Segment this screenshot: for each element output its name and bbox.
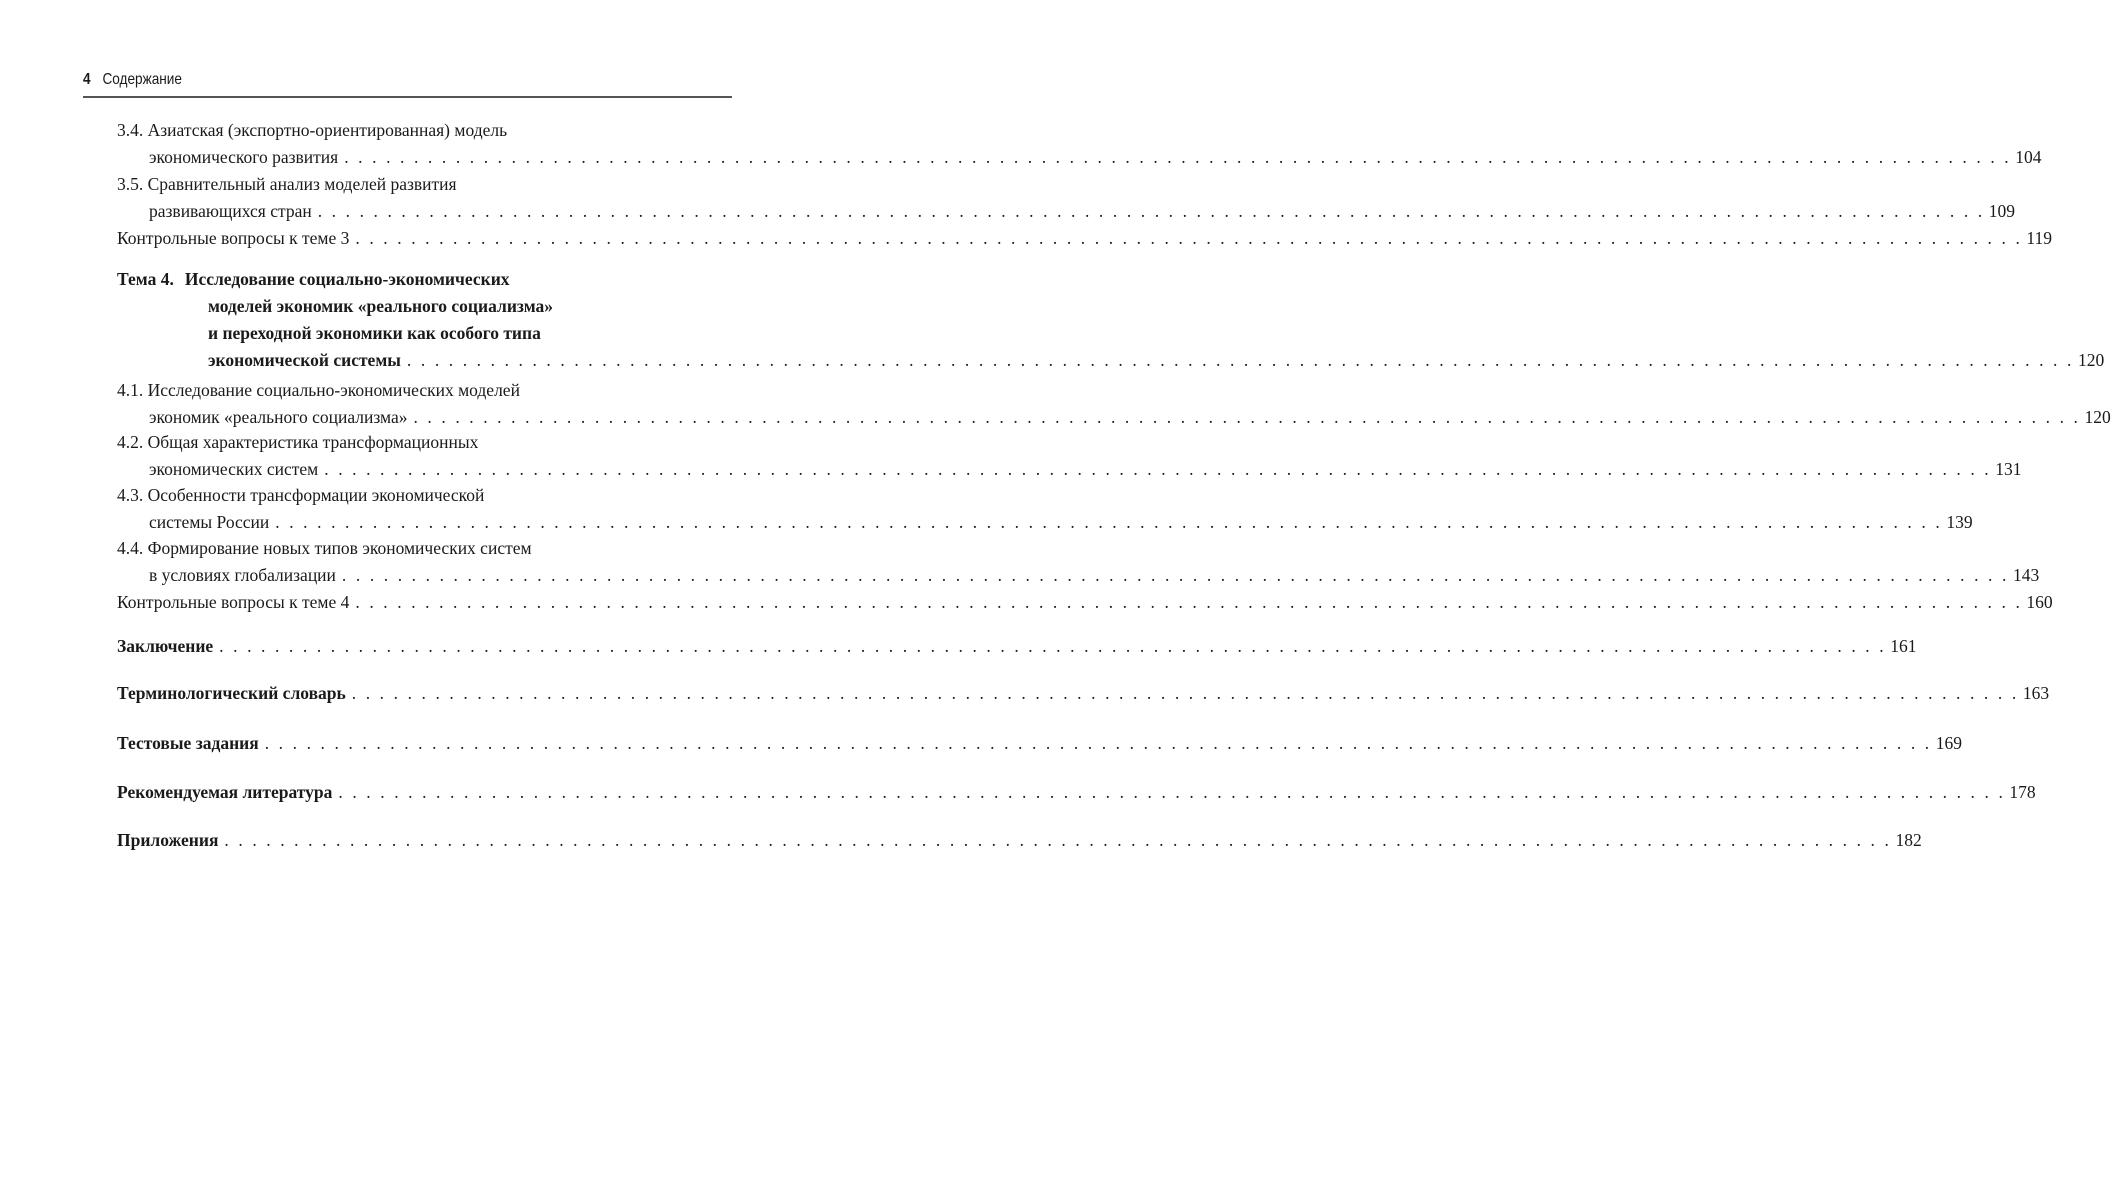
dot-leader: . . . . . . . . . . . . . . . . . . . . . . . . . . . . . . . . . . . . . . . . . . . . . . . . . . . . . . . . . . . . . . . . . . . . . . . . . . . . . . . . . . . . . . . . . . . . . . . . . . . . . . . . . . . . . . . . . . . . . . . . — [224, 830, 1892, 850]
toc-entry-line — [117, 509, 1973, 536]
toc-entry[interactable] — [117, 589, 2053, 616]
toc-page-number: 131 — [1995, 459, 2022, 479]
toc-entry-text: 3.4. Азиатская (экспортно-ориентированная) модель — [117, 120, 508, 140]
toc-page-number: 161 — [1890, 636, 1917, 656]
toc-entry-text: экономик «реального социализма» — [149, 407, 408, 427]
toc-entry-text: Приложения — [117, 830, 219, 850]
toc-entry-text: 4.3. Особенности трансформации экономической — [117, 485, 485, 505]
toc-entry-text: системы России — [149, 512, 270, 532]
header-title: Содержание — [102, 71, 182, 88]
toc-entry-text: Терминологический словарь — [117, 683, 346, 703]
toc-page-number: 120 — [2084, 407, 2111, 427]
toc-page-number: 104 — [2015, 147, 2042, 167]
toc-entry-line — [117, 589, 2053, 616]
toc-entry[interactable] — [117, 680, 2050, 707]
toc-entry-line — [117, 171, 732, 198]
toc-entry[interactable] — [117, 377, 2111, 431]
toc-page-number: 143 — [2012, 565, 2040, 585]
toc-entry-text: в условиях глобализации — [149, 565, 336, 585]
toc-page-number: 169 — [1935, 733, 1962, 753]
toc-entry-line — [117, 293, 732, 320]
toc-entry-line — [117, 535, 732, 562]
toc-entry-text: 4.4. Формирование новых типов экономических систем — [117, 538, 532, 558]
toc-page-number: 163 — [2022, 683, 2050, 703]
toc-page-number: 178 — [2009, 782, 2036, 802]
toc-entry-line — [117, 779, 2036, 806]
toc-entry-line — [117, 730, 1962, 757]
toc-entry-text: 4.2. Общая характеристика трансформационных — [117, 432, 479, 452]
toc-entry-line — [117, 680, 2050, 707]
toc-entry-line — [117, 429, 732, 456]
toc-entry-line — [117, 456, 2022, 483]
toc-entry[interactable] — [117, 117, 2042, 171]
toc-page-number: 139 — [1946, 512, 1973, 532]
toc-page-number: 120 — [2077, 350, 2105, 370]
toc-entry[interactable] — [117, 266, 2105, 374]
toc-entry-line — [117, 827, 1922, 854]
dot-leader: . . . . . . . . . . . . . . . . . . . . . . . . . . . . . . . . . . . . . . . . . . . . . . . . . . . . . . . . . . . . . . . . . . . . . . . . . . . . . . . . . . . . . . . . . . . . . . . . . . . . . . . . . . . . . . . . . . . . . . . . — [317, 201, 1985, 221]
dot-leader: . . . . . . . . . . . . . . . . . . . . . . . . . . . . . . . . . . . . . . . . . . . . . . . . . . . . . . . . . . . . . . . . . . . . . . . . . . . . . . . . . . . . . . . . . . . . . . . . . . . . . . . . . . . . . . . . . . . . . . . . — [324, 459, 1992, 479]
header-rule — [83, 96, 732, 98]
toc-entry-text: и переходной экономики как особого типа — [208, 323, 541, 343]
running-header — [83, 71, 182, 89]
toc-entry-text: Исследование социально-экономических — [184, 269, 510, 289]
dot-leader: . . . . . . . . . . . . . . . . . . . . . . . . . . . . . . . . . . . . . . . . . . . . . . . . . . . . . . . . . . . . . . . . . . . . . . . . . . . . . . . . . . . . . . . . . . . . . . . . . . . . . . . . . . . . . . . . . . . . . . . . — [344, 147, 2012, 167]
dot-leader: . . . . . . . . . . . . . . . . . . . . . . . . . . . . . . . . . . . . . . . . . . . . . . . . . . . . . . . . . . . . . . . . . . . . . . . . . . . . . . . . . . . . . . . . . . . . . . . . . . . . . . . . . . . . . . . . . . . . . . . . — [338, 782, 2006, 802]
toc-entry-text: развивающихся стран — [149, 201, 312, 221]
toc-entry-label: Тема 4. — [117, 269, 174, 289]
toc-page-number: 182 — [1895, 830, 1922, 850]
toc-page-number: 160 — [2026, 592, 2053, 612]
dot-leader: . . . . . . . . . . . . . . . . . . . . . . . . . . . . . . . . . . . . . . . . . . . . . . . . . . . . . . . . . . . . . . . . . . . . . . . . . . . . . . . . . . . . . . . . . . . . . . . . . . . . . . . . . . . . . . . . . . . . . . . . — [355, 228, 2023, 248]
toc-entry[interactable] — [117, 535, 2040, 589]
toc-entry-line — [117, 404, 2111, 431]
toc-entry[interactable] — [117, 429, 2022, 483]
toc-entry-line — [117, 320, 732, 347]
toc-entry-text: 4.1. Исследование социально-экономических моделей — [117, 380, 520, 400]
toc-page-number: 119 — [2026, 228, 2053, 248]
toc-entry[interactable] — [117, 779, 2036, 806]
toc-entry-line — [117, 117, 732, 144]
toc-entry-line — [117, 347, 2105, 374]
dot-leader: . . . . . . . . . . . . . . . . . . . . . . . . . . . . . . . . . . . . . . . . . . . . . . . . . . . . . . . . . . . . . . . . . . . . . . . . . . . . . . . . . . . . . . . . . . . . . . . . . . . . . . . . . . . . . . . . . . . . . . . . — [219, 636, 1887, 656]
dot-leader: . . . . . . . . . . . . . . . . . . . . . . . . . . . . . . . . . . . . . . . . . . . . . . . . . . . . . . . . . . . . . . . . . . . . . . . . . . . . . . . . . . . . . . . . . . . . . . . . . . . . . . . . . . . . . . . . . . . . . . . . — [351, 683, 2019, 703]
dot-leader: . . . . . . . . . . . . . . . . . . . . . . . . . . . . . . . . . . . . . . . . . . . . . . . . . . . . . . . . . . . . . . . . . . . . . . . . . . . . . . . . . . . . . . . . . . . . . . . . . . . . . . . . . . . . . . . . . . . . . . . . — [355, 592, 2023, 612]
toc-entry-text: Контрольные вопросы к теме 4 — [117, 592, 350, 612]
toc-entry[interactable] — [117, 225, 2053, 252]
toc-entry-line — [117, 225, 2053, 252]
toc-entry[interactable] — [117, 171, 2016, 225]
toc-entry-line — [117, 562, 2040, 589]
dot-leader: . . . . . . . . . . . . . . . . . . . . . . . . . . . . . . . . . . . . . . . . . . . . . . . . . . . . . . . . . . . . . . . . . . . . . . . . . . . . . . . . . . . . . . . . . . . . . . . . . . . . . . . . . . . . . . . . . . . . . . . . — [275, 512, 1943, 532]
dot-leader: . . . . . . . . . . . . . . . . . . . . . . . . . . . . . . . . . . . . . . . . . . . . . . . . . . . . . . . . . . . . . . . . . . . . . . . . . . . . . . . . . . . . . . . . . . . . . . . . . . . . . . . . . . . . . . . . . . . . . . . . — [341, 565, 2009, 585]
dot-leader: . . . . . . . . . . . . . . . . . . . . . . . . . . . . . . . . . . . . . . . . . . . . . . . . . . . . . . . . . . . . . . . . . . . . . . . . . . . . . . . . . . . . . . . . . . . . . . . . . . . . . . . . . . . . . . . . . . . . . . . . — [413, 407, 2081, 427]
toc-entry[interactable] — [117, 730, 1962, 757]
toc-entry-text: Рекомендуемая литература — [117, 782, 333, 802]
dot-leader: . . . . . . . . . . . . . . . . . . . . . . . . . . . . . . . . . . . . . . . . . . . . . . . . . . . . . . . . . . . . . . . . . . . . . . . . . . . . . . . . . . . . . . . . . . . . . . . . . . . . . . . . . . . . . . . . . . . . . . . . — [264, 733, 1932, 753]
toc-entry-text: Заключение — [117, 636, 214, 656]
toc-entry-text: Контрольные вопросы к теме 3 — [117, 228, 350, 248]
page-number: 4 — [83, 71, 91, 88]
toc-entry[interactable] — [117, 633, 1917, 660]
dot-leader: . . . . . . . . . . . . . . . . . . . . . . . . . . . . . . . . . . . . . . . . . . . . . . . . . . . . . . . . . . . . . . . . . . . . . . . . . . . . . . . . . . . . . . . . . . . . . . . . . . . . . . . . . . . . . . . . . . . . . . . . — [406, 350, 2074, 370]
toc-entry-line — [117, 144, 2042, 171]
toc-entry-line — [117, 198, 2016, 225]
toc-entry-text: экономического развития — [149, 147, 339, 167]
toc-entry-line — [117, 266, 732, 293]
toc-entry-text: экономической системы — [208, 350, 401, 370]
toc-entry-text: моделей экономик «реального социализма» — [208, 296, 553, 316]
toc-entry-line — [117, 633, 1917, 660]
toc-entry-line — [117, 482, 732, 509]
toc-entry[interactable] — [117, 482, 1973, 536]
toc-entry[interactable] — [117, 827, 1922, 854]
toc-entry-line — [117, 377, 732, 404]
toc-entry-text: Тестовые задания — [117, 733, 259, 753]
toc-entry-text: 3.5. Сравнительный анализ моделей развития — [117, 174, 457, 194]
toc-entry-text: экономических систем — [149, 459, 319, 479]
toc-page-number: 109 — [1988, 201, 2016, 221]
